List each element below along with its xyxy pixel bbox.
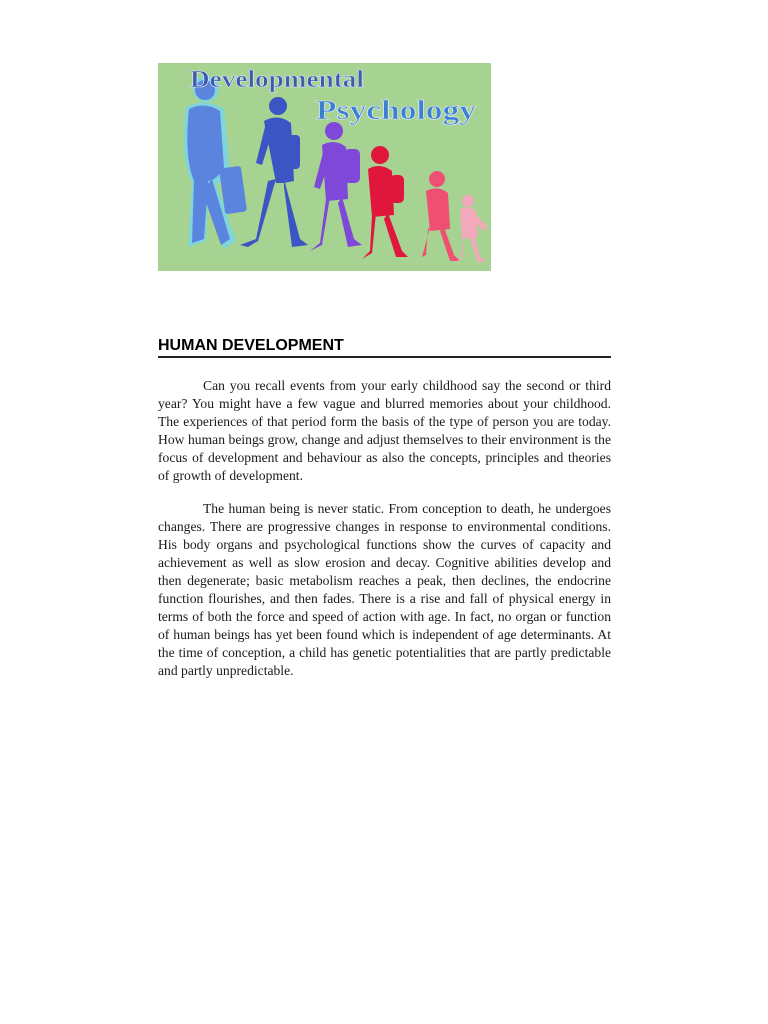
cover-illustration [158,63,491,271]
paragraph-2: The human being is never static. From conception to death, he undergoes changes. There are progressive changes in response to environmental conditions. His body organs and psychological functions show the curves of capacity and achievement as well as slow erosion and decay. Cognitive abilities develop and then degenerate; basic metabolism reaches a peak, then declines, the endocrine function flourishes, and then fades. There is a rise and fall of physical energy in terms of both the force and speed of action with age. In fact, no organ or function of human beings has yet been found which is independent of age determinants. At the time of conception, a child has genetic potentialities that are partly predictable and partly unpredictable. [158,501,611,678]
cover-title-line2: Psychology [316,95,477,125]
paragraph-1: Can you recall events from your early childhood say the second or third year? You might have a few vague and blurred memories about your childhood. The experiences of that period form the basis of the type of person you are today. How human beings grow, change and adjust themselves to their environment is the focus of development and behaviour as also the concepts, principles and theories of growth of development. [158,378,611,483]
cover-title-line1: Developmental [190,67,365,93]
section-heading-rule [158,337,611,358]
body-text [158,377,611,696]
cover-image [158,63,491,271]
section-heading: HUMAN DEVELOPMENT [158,337,344,354]
